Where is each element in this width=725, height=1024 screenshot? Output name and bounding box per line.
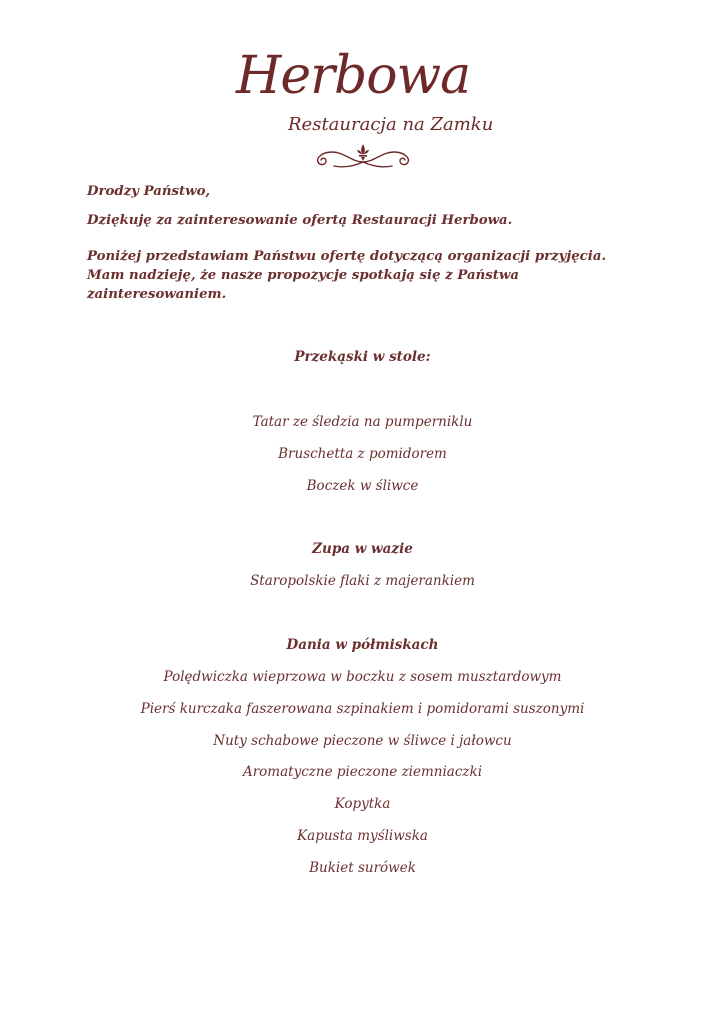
ornament-flourish-icon	[304, 140, 422, 170]
menu-item: Pierś kurczaka faszerowana szpinakiem i pomidorami suszonymi	[140, 701, 585, 717]
menu-item: Kopytka	[334, 796, 391, 812]
menu-item: Kapusta myśliwska	[297, 828, 428, 844]
menu-item: Aromatyczne pieczone ziemniaczki	[242, 764, 483, 780]
menu-item: Tatar ze śledzia na pumperniklu	[252, 414, 473, 430]
section-heading-soup: Zupa w wazie	[312, 541, 413, 557]
menu-item: Nuty schabowe pieczone w śliwce i jałowcu	[213, 733, 512, 749]
menu-item: Polędwiczka wieprzowa w boczku z sosem musztardowym	[163, 669, 562, 685]
logo-subtitle: Restauracja na Zamku	[288, 114, 494, 135]
restaurant-logo	[230, 38, 492, 173]
letter-thanks: Dziękuję za zainteresowanie ofertą Restauracji Herbowa.	[87, 213, 513, 228]
menu-item: Bukiet surówek	[309, 860, 416, 876]
menu-item: Boczek w śliwce	[306, 478, 419, 494]
letter-greeting: Drodzy Państwo,	[87, 184, 211, 199]
menu-item: Bruschetta z pomidorem	[278, 446, 447, 462]
section-heading-appetizers: Przekąski w stole:	[294, 349, 431, 365]
logo-title: Herbowa	[236, 46, 471, 106]
letter-intro: Poniżej przedstawiam Państwu ofertę dotyczącą organizacji przyjęcia. Mam nadzieję, że nasze propozycje spotkają się z Państwa zainteresowaniem.	[87, 249, 607, 302]
section-heading-platters: Dania w półmiskach	[286, 637, 439, 653]
menu-item: Staropolskie flaki z majerankiem	[250, 573, 475, 589]
